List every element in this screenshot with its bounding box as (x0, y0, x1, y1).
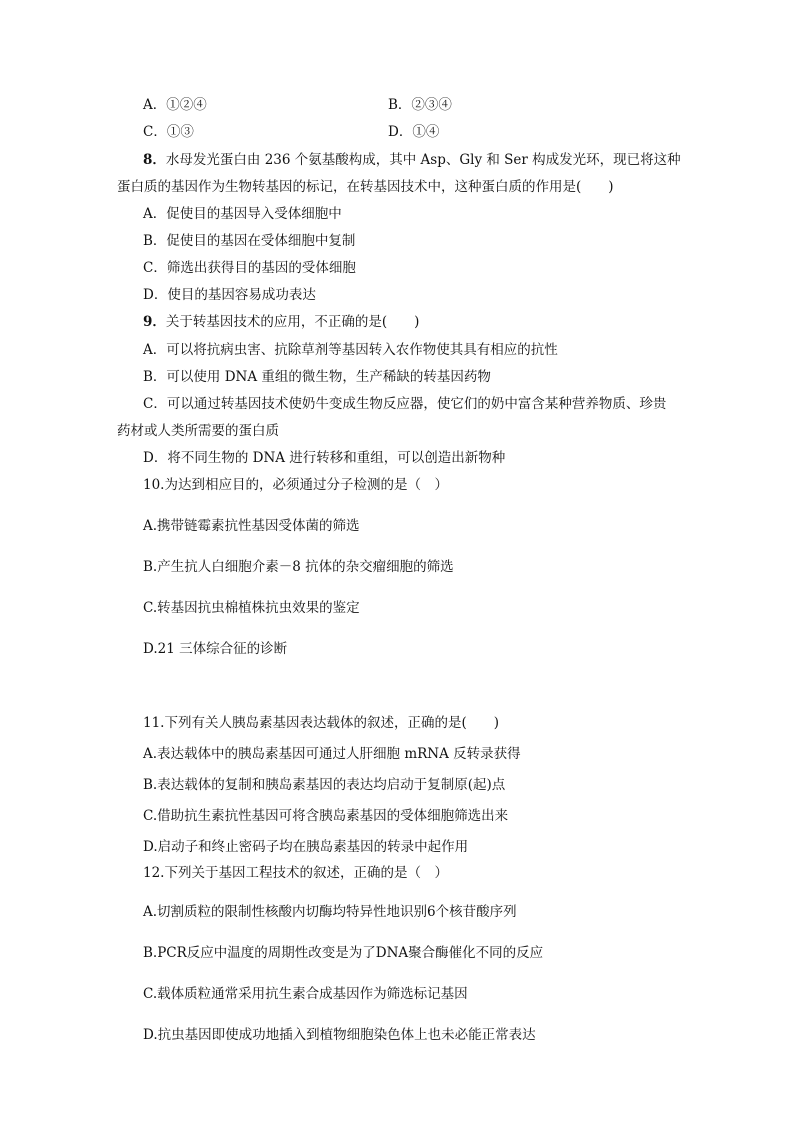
q11-option-a: A.表达载体中的胰岛素基因可通过人肝细胞 mRNA 反转录获得 (143, 746, 521, 762)
q9-stem (143, 313, 419, 331)
q8-option-b: B．促使目的基因在受体细胞中复制 (143, 233, 356, 249)
q11-option-d: D.启动子和终止密码子均在胰岛素基因的转录中起作用 (143, 839, 469, 855)
q9-option-b: B．可以使用 DNA 重组的微生物，生产稀缺的转基因药物 (143, 369, 491, 385)
q12-option-c: C.载体质粒通常采用抗生素合成基因作为筛选标记基因 (143, 986, 468, 1002)
q8-option-d: D．使目的基因容易成功表达 (143, 287, 316, 303)
q8-option-c: C．筛选出获得目的基因的受体细胞 (143, 260, 356, 276)
q11-option-c: C.借助抗生素抗性基因可将含胰岛素基因的受体细胞筛选出来 (143, 808, 509, 824)
q12-stem: 12.下列关于基因工程技术的叙述，正确的是（ ） (143, 865, 448, 881)
q9-stem-text: 关于转基因技术的应用，不正确的是( ) (165, 314, 420, 330)
q12-option-a: A.切割质粒的限制性核酸内切酶均特异性地识别6个核苷酸序列 (143, 904, 517, 920)
q9-option-c-line-1: C．可以通过转基因技术使奶牛变成生物反应器，使它们的奶中富含某种营养物质、珍贵 (143, 396, 667, 412)
q7-option-c: C．①③ (143, 124, 194, 140)
q8-stem-line-2: 蛋白质的基因作为生物转基因的标记，在转基因技术中，这种蛋白质的作用是( ) (117, 179, 614, 195)
q10-stem: 10.为达到相应目的，必须通过分子检测的是（ ） (143, 477, 448, 493)
q10-option-d: D.21 三体综合征的诊断 (143, 641, 288, 657)
q7-option-a: A．①②④ (143, 97, 207, 113)
q7-option-d: D．①④ (388, 124, 440, 140)
q9-option-a: A．可以将抗病虫害、抗除草剂等基因转入农作物使其具有相应的抗性 (143, 342, 558, 358)
q11-stem: 11.下列有关人胰岛素基因表达载体的叙述，正确的是( ) (143, 715, 500, 731)
q10-option-a: A.携带链霉素抗性基因受体菌的筛选 (143, 518, 360, 534)
q12-option-b: B.PCR反应中温度的周期性改变是为了DNA聚合酶催化不同的反应 (143, 945, 544, 961)
q8-stem-line-1 (143, 151, 681, 169)
q10-option-c: C.转基因抗虫棉植株抗虫效果的鉴定 (143, 600, 360, 616)
q12-option-d: D.抗虫基因即使成功地插入到植物细胞染色体上也未必能正常表达 (143, 1027, 536, 1043)
q9-number: 9． (143, 314, 166, 330)
q8-stem-text: 水母发光蛋白由 236 个氨基酸构成，其中 Asp、Gly 和 Ser 构成发光环，现已将这种 (165, 152, 681, 168)
q7-option-b: B．②③④ (388, 97, 452, 113)
q8-number: 8． (143, 152, 166, 168)
q9-option-d: D．将不同生物的 DNA 进行转移和重组，可以创造出新物种 (143, 450, 506, 466)
q8-option-a: A．促使目的基因导入受体细胞中 (143, 206, 342, 222)
q10-option-b: B.产生抗人白细胞介素－8 抗体的杂交瘤细胞的筛选 (143, 559, 454, 575)
q9-option-c-line-2: 药材或人类所需要的蛋白质 (117, 423, 279, 439)
q11-option-b: B.表达载体的复制和胰岛素基因的表达均启动于复制原(起)点 (143, 777, 506, 793)
